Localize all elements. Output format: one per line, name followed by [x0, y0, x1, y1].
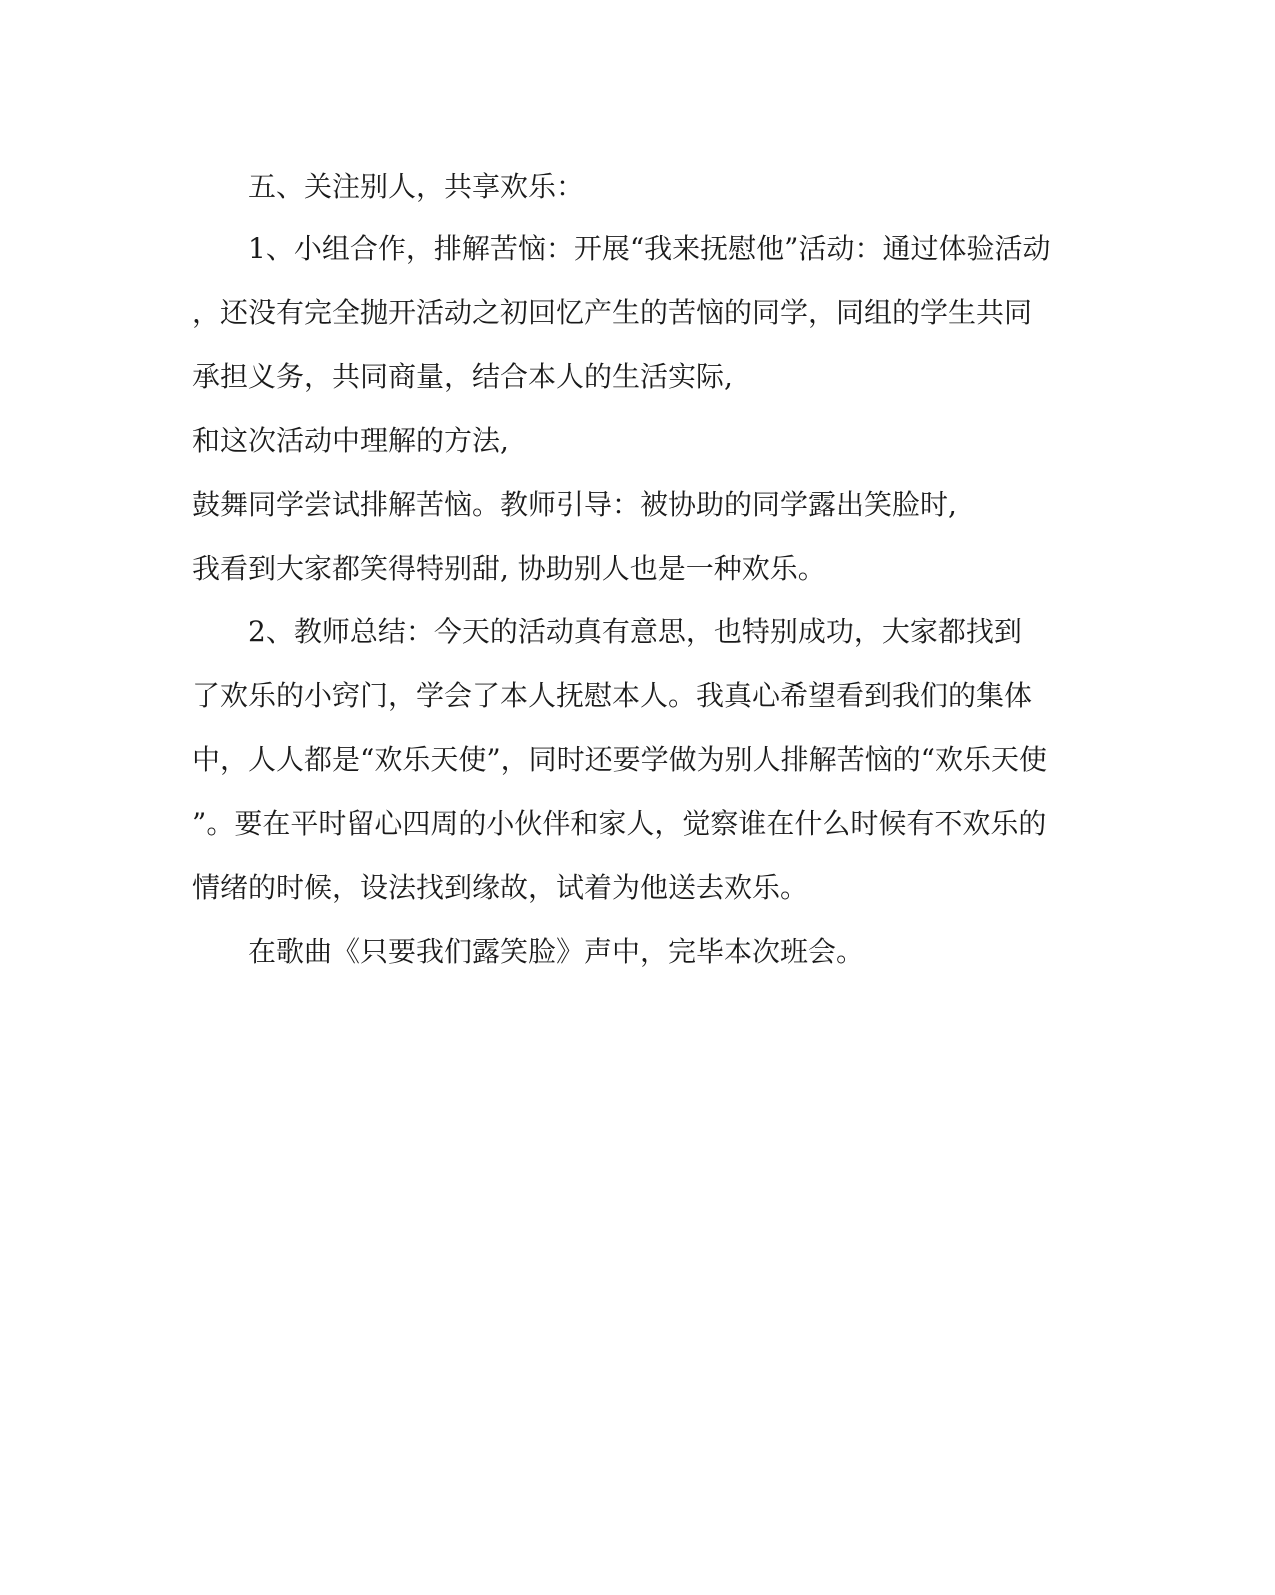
- paragraph-line: ，还没有完全抛开活动之初回忆产生的苦恼的同学，同组的学生共同: [192, 296, 1033, 329]
- paragraph-line: 2、教师总结：今天的活动真有意思，也特别成功，大家都找到: [248, 615, 1022, 648]
- paragraph-line: 情绪的时候，设法找到缘故，试着为他送去欢乐。: [192, 871, 809, 904]
- paragraph-line: 了欢乐的小窍门，学会了本人抚慰本人。我真心希望看到我们的集体: [192, 679, 1033, 712]
- paragraph-line: ”。要在平时留心四周的小伙伴和家人，觉察谁在什么时候有不欢乐的: [192, 807, 1047, 840]
- paragraph-line: 我看到大家都笑得特别甜, 协助别人也是一种欢乐。: [192, 552, 826, 585]
- paragraph-line: 鼓舞同学尝试排解苦恼。教师引导：被协助的同学露出笑脸时,: [192, 488, 957, 521]
- section-heading: 五、关注别人，共享欢乐：: [248, 170, 585, 203]
- paragraph-line: 1、小组合作，排解苦恼：开展“我来抚慰他”活动：通过体验活动: [248, 232, 1051, 265]
- closing-line: 在歌曲《只要我们露笑脸》声中，完毕本次班会。: [248, 935, 865, 968]
- paragraph-line: 承担义务，共同商量，结合本人的生活实际,: [192, 360, 733, 393]
- paragraph-line: 和这次活动中理解的方法,: [192, 424, 509, 457]
- paragraph-line: 中，人人都是“欢乐天使”，同时还要学做为别人排解苦恼的“欢乐天使: [192, 743, 1047, 776]
